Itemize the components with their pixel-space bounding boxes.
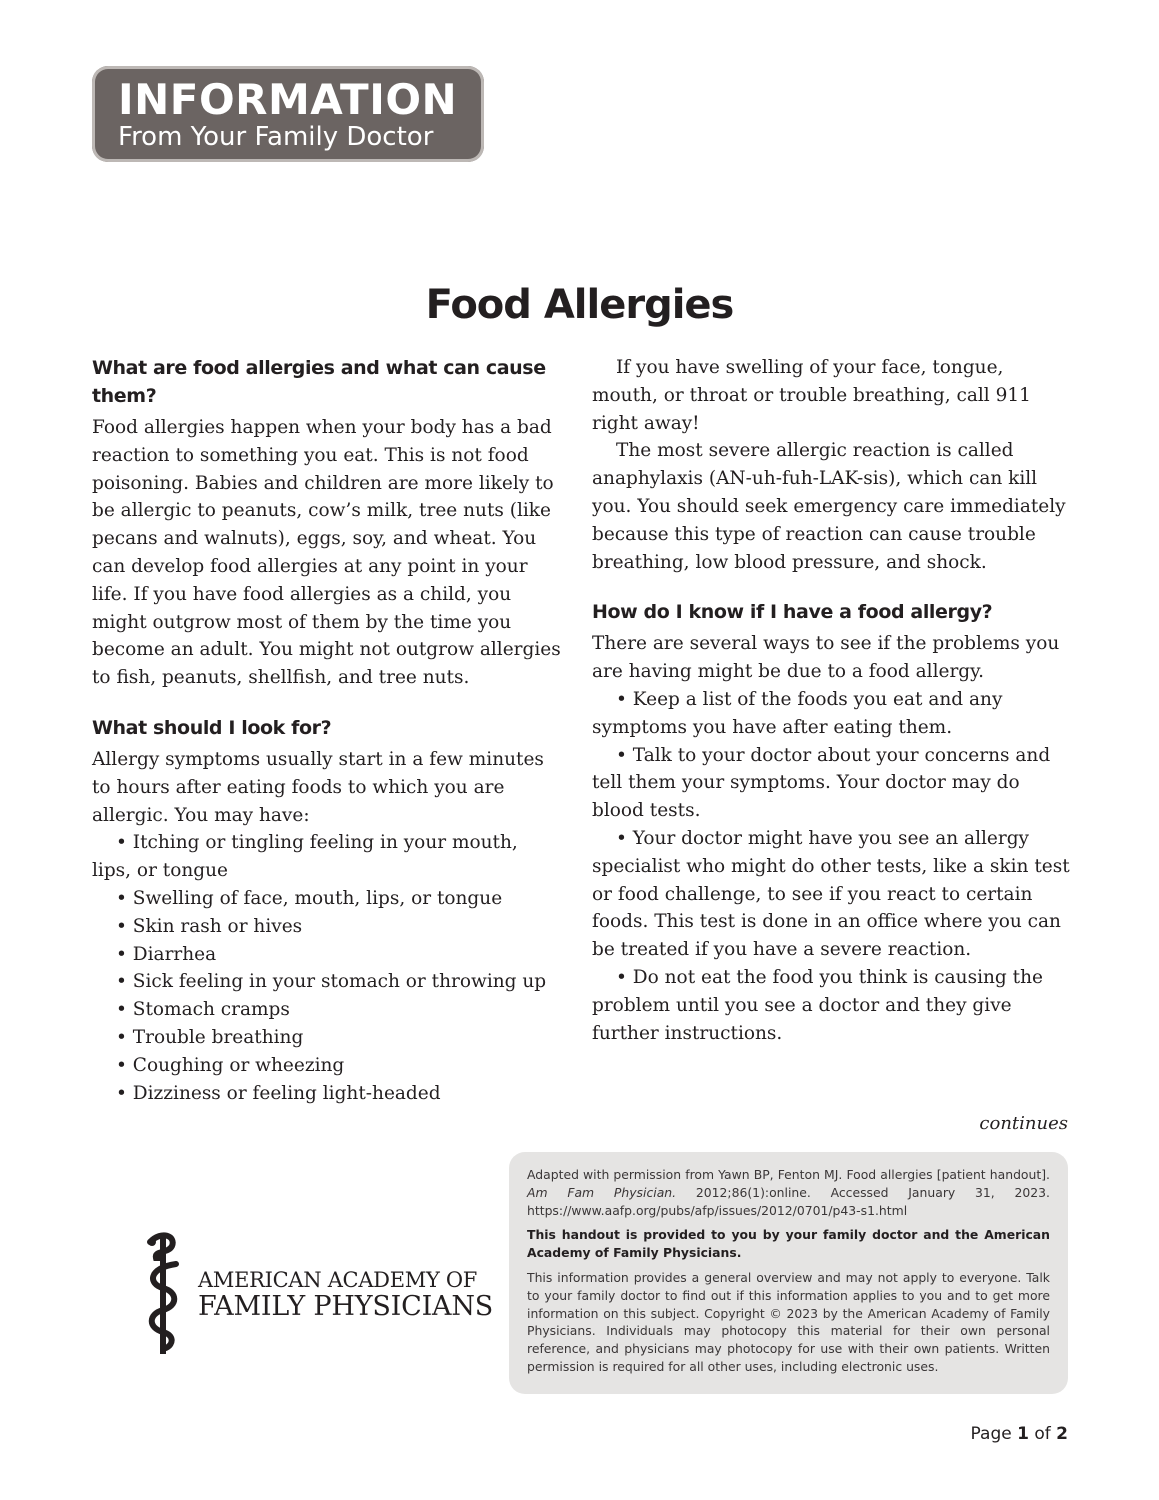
list-item: • Keep a list of the foods you eat and any symptoms you have after eating them. bbox=[592, 688, 1003, 738]
paragraph-anaphylaxis: The most severe allergic reaction is called anaphylaxis (AN-uh-fuh-LAK-sis), which can kill you. You should seek emergency care immediately because this type of reaction can cause trouble breathing, low blood pressure, and shock. bbox=[592, 440, 1066, 573]
badge-title: INFORMATION bbox=[118, 75, 458, 124]
list-item: • Talk to your doctor about your concerns and tell them your symptoms. Your doctor may do blood tests. bbox=[592, 744, 1051, 822]
list-item: • Coughing or wheezing bbox=[116, 1054, 345, 1076]
section-heading-diagnosis: How do I know if I have a food allergy? bbox=[592, 601, 993, 624]
diagnosis-steps-list bbox=[592, 686, 1074, 1047]
page-label: Page bbox=[970, 1424, 1012, 1444]
caduceus-icon bbox=[136, 1228, 192, 1358]
list-item: • Your doctor might have you see an allergy specialist who might do other tests, like a skin test or food challenge, to see if you react to certain foods. This test is done in an office where you can be treated if you have a severe reaction. bbox=[592, 827, 1070, 961]
disclaimer: This information provides a general overview and may not apply to everyone. Talk to your family doctor to find out if this information applies to you and to get more information on this subject. Copyright © 2023 by the American Academy of Family Physicians. Individuals may photocopy this material for their own personal reference, and physicians may photocopy for use with their own patients. Written permission is required for all other uses, including electronic uses. bbox=[527, 1269, 1050, 1374]
list-item: • Do not eat the food you think is causing the problem until you see a doctor and they give further instructions. bbox=[592, 966, 1043, 1044]
symptom-list bbox=[92, 829, 562, 1107]
paragraph-symptoms: Allergy symptoms usually start in a few minutes to hours after eating foods to which you are allergic. You may have: bbox=[92, 748, 544, 826]
list-item: • Sick feeling in your stomach or throwing up bbox=[116, 971, 547, 993]
page-current: 1 bbox=[1017, 1424, 1029, 1444]
citation-journal: Am Fam Physician. bbox=[527, 1184, 677, 1200]
adapted-citation bbox=[527, 1166, 1050, 1219]
right-column bbox=[592, 354, 1074, 1047]
provided-statement: This handout is provided to you by your family doctor and the American Academy of Family Physicians. bbox=[527, 1227, 1050, 1261]
document-title: Food Allergies bbox=[425, 282, 734, 328]
left-column bbox=[92, 354, 562, 1107]
logo-line-1: AMERICAN ACADEMY OF bbox=[198, 1268, 478, 1292]
paragraph-emergency: If you have swelling of your face, tongue, mouth, or throat or trouble breathing, call 911 right away! bbox=[592, 357, 1031, 434]
paragraph-causes: Food allergies happen when your body has a bad reaction to something you eat. This is not food poisoning. Babies and children are more likely to be allergic to peanuts, cow’s milk, tree nuts (like pecans and walnuts), eggs, soy, and wheat. You can develop food allergies at any point in your life. If you have food allergies as a child, you might outgrow most of them by the time you become an adult. You might not outgrow allergies to fish, peanuts, shellfish, and tree nuts. bbox=[92, 417, 561, 689]
logo-line-2: FAMILY PHYSICIANS bbox=[198, 1291, 494, 1322]
list-item: • Dizziness or feeling light-headed bbox=[116, 1082, 441, 1104]
header-badge bbox=[92, 66, 484, 162]
badge-subtitle: From Your Family Doctor bbox=[118, 122, 434, 152]
aafp-logo bbox=[136, 1228, 496, 1358]
citation-details: 2012;86(1):online. Accessed January 31, 2023. https://www.aafp.org/pubs/afp/issues/2012/0701/p43-s1.html bbox=[527, 1184, 1050, 1218]
list-item: • Itching or tingling feeling in your mouth, lips, or tongue bbox=[92, 832, 518, 882]
continues-label: continues bbox=[979, 1113, 1068, 1134]
list-item: • Stomach cramps bbox=[116, 999, 290, 1021]
list-item: • Trouble breathing bbox=[116, 1026, 304, 1048]
logo-text bbox=[198, 1268, 493, 1322]
section-heading-causes: What are food allergies and what can cause them? bbox=[92, 357, 546, 407]
list-item: • Diarrhea bbox=[116, 943, 217, 965]
paragraph-diagnosis: There are several ways to see if the problems you are having might be due to a food allergy. bbox=[592, 633, 1060, 683]
list-item: • Skin rash or hives bbox=[116, 915, 303, 937]
credit-box bbox=[509, 1152, 1068, 1394]
page-of: of bbox=[1034, 1424, 1051, 1444]
section-heading-symptoms: What should I look for? bbox=[92, 716, 332, 739]
page-total: 2 bbox=[1056, 1424, 1068, 1444]
page-number bbox=[971, 1424, 1068, 1444]
citation-text: Adapted with permission from Yawn BP, Fenton MJ. Food allergies [patient handout]. bbox=[527, 1167, 1050, 1182]
list-item: • Swelling of face, mouth, lips, or tongue bbox=[116, 887, 503, 909]
